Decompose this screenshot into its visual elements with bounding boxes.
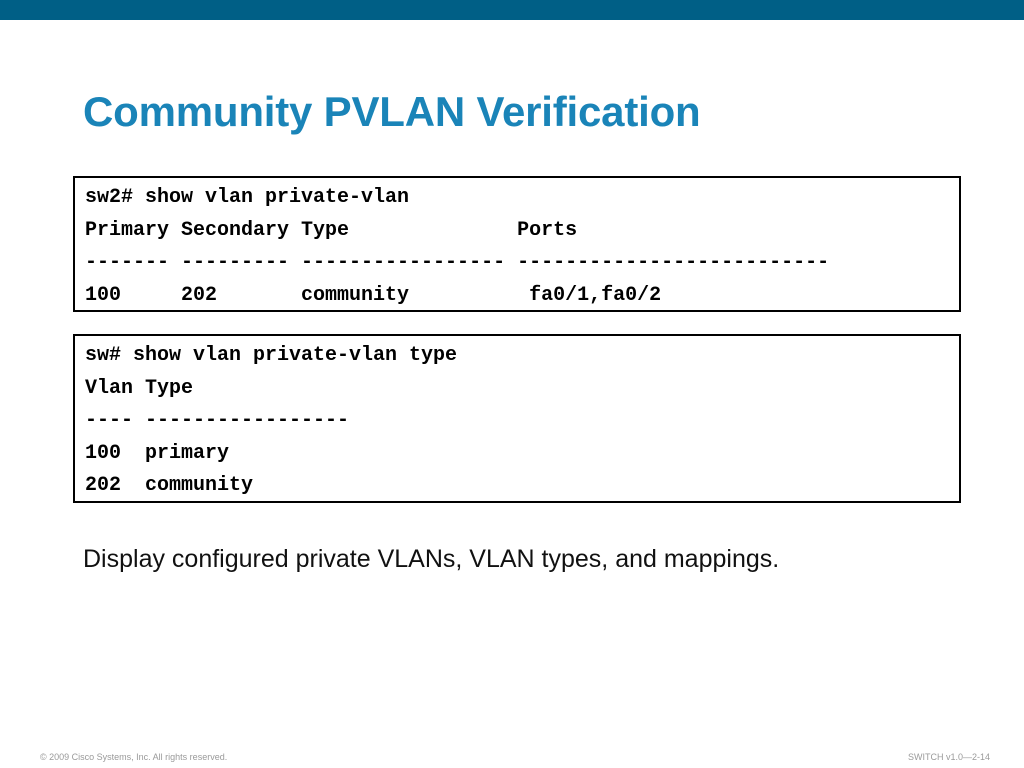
cli-command-line: sw2# show vlan private-vlan	[85, 186, 410, 209]
cli-output-box-private-vlan	[73, 176, 961, 312]
cli-data-line: 100 202 community fa0/1,fa0/2	[85, 283, 662, 307]
cli-data-line: 100 primary	[85, 441, 230, 465]
footer-course-ref: SWITCH v1.0—2-14	[907, 752, 990, 762]
cli-header-line: Primary Secondary Type Ports	[85, 218, 578, 242]
cli-output-box-private-vlan-type	[73, 334, 961, 503]
cli-separator-line: ------- --------- ----------------- --------------------------	[85, 251, 830, 275]
slide-caption: Display configured private VLANs, VLAN types, and mappings.	[83, 545, 780, 573]
cli-command-line: sw# show vlan private-vlan type	[85, 344, 458, 367]
cli-header-line: Vlan Type	[85, 376, 194, 400]
top-accent-bar	[0, 0, 1024, 20]
cli-data-line: 202 community	[85, 474, 254, 498]
footer-copyright: © 2009 Cisco Systems, Inc. All rights reserved.	[40, 752, 228, 762]
cli-separator-line: ---- -----------------	[85, 409, 350, 433]
slide-title: Community PVLAN Verification	[83, 88, 701, 135]
